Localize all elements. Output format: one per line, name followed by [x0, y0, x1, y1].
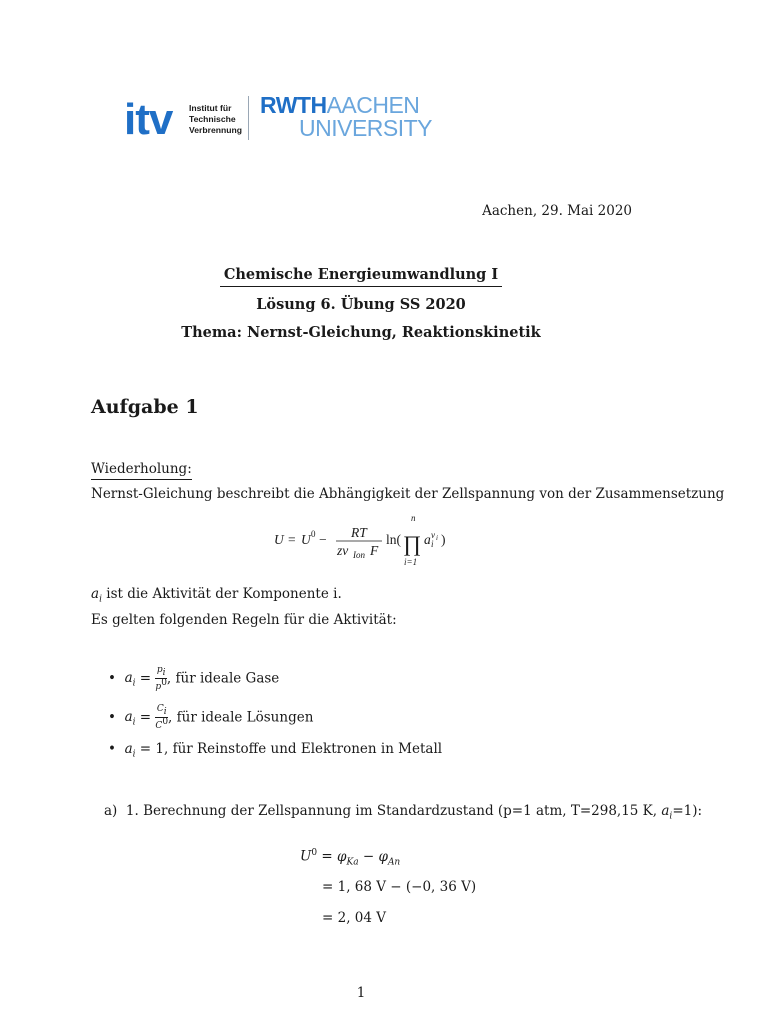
- nernst-equation: [274, 510, 514, 570]
- svg-text:a: a: [424, 532, 431, 547]
- part-a: a) 1. Berechnung der Zellspannung im Standardzustand (p=1 atm, T=298,15 K, $a_i=1$):: [104, 803, 703, 822]
- review-label: Wiederholung:: [91, 460, 192, 480]
- math-fraction: $\frac{p_i}{p^0}$: [155, 665, 167, 692]
- itv-sub-line: Institut für: [189, 103, 232, 113]
- rules-intro: Es gelten folgenden Regeln für die Aktivität:: [91, 612, 397, 628]
- svg-text:ln(: ln(: [386, 532, 401, 547]
- itv-sub-line: Verbrennung: [189, 125, 243, 135]
- bullet-dot: •: [108, 670, 116, 687]
- svg-text:): ): [441, 532, 446, 547]
- bullet-dot: •: [108, 709, 116, 726]
- rwth-logo-bold: RWTH: [260, 92, 327, 118]
- activity-text: ist die Aktivität der Komponente i.: [106, 586, 342, 602]
- course-title: [0, 266, 722, 283]
- itv-logo-subtitle: [189, 103, 242, 136]
- rwth-logo-line2: UNIVERSITY: [299, 115, 433, 141]
- equation-line: = 1, 68 V − (−0, 36 V): [322, 879, 477, 895]
- svg-text:−: −: [319, 532, 327, 547]
- bullet-text: , für ideale Lösungen: [168, 709, 314, 726]
- math-fraction: $\frac{C_i}{C^0}$: [155, 704, 169, 731]
- math-ai: $a_i$: [91, 586, 102, 605]
- bullet-text: , für ideale Gase: [166, 670, 280, 687]
- equation-line: = 2, 04 V: [322, 910, 386, 926]
- solution-title: Lösung 6. Übung SS 2020: [256, 296, 466, 313]
- bullet-text: , für Reinstoffe und Elektronen in Metall: [164, 741, 443, 757]
- itv-logo: itv: [124, 95, 173, 144]
- svg-text:U: U: [301, 532, 311, 547]
- svg-text:n: n: [411, 513, 416, 523]
- equation-line: $U^0 = \varphi_{Ka} - \varphi_{An}$: [300, 848, 401, 868]
- topic-title: Thema: Nernst-Gleichung, Reaktionskinetik: [181, 324, 541, 341]
- logo-divider: [248, 96, 249, 140]
- svg-text:=: =: [288, 532, 296, 547]
- rwth-logo-line1: [260, 94, 419, 117]
- part-a-text: 1. Berechnung der Zellspannung im Standardzustand (p=1 atm, T=298,15 K,: [125, 803, 658, 819]
- svg-text:i: i: [436, 534, 438, 542]
- svg-text:∏: ∏: [403, 531, 422, 556]
- list-item: • $a_i$ = $\frac{C_i}{C^0}$ , für ideale Lösungen: [108, 704, 314, 731]
- document-date: Aachen, 29. Mai 2020: [482, 203, 632, 219]
- svg-text:RT: RT: [351, 525, 367, 540]
- svg-text:Ion: Ion: [353, 550, 365, 560]
- svg-text:ν: ν: [431, 530, 435, 540]
- course-title-text: Chemische Energieumwandlung I: [220, 266, 502, 287]
- section-heading: Aufgabe 1: [91, 396, 199, 418]
- part-a-label: a): [104, 803, 118, 819]
- page-number: 1: [356, 985, 366, 1001]
- rwth-logo-light: AACHEN: [326, 92, 420, 118]
- svg-text:i: i: [431, 539, 434, 549]
- svg-text:F: F: [370, 543, 379, 558]
- list-item: • $a_i = 1$, für Reinstoffe und Elektronen in Metall: [108, 741, 443, 760]
- nernst-description: Nernst-Gleichung beschreibt die Abhängigkeit der Zellspannung von der Zusammensetzung: [91, 486, 725, 502]
- svg-text:zν: zν: [337, 543, 349, 558]
- svg-text:i=1: i=1: [404, 557, 418, 567]
- svg-text:0: 0: [311, 529, 316, 539]
- list-item: • $a_i$ = $\frac{p_i}{p^0}$ , für ideale Gase: [108, 665, 280, 692]
- itv-sub-line: Technische: [189, 114, 236, 124]
- bullet-dot: •: [108, 741, 116, 757]
- activity-definition: [91, 585, 342, 609]
- svg-text:U: U: [274, 532, 284, 547]
